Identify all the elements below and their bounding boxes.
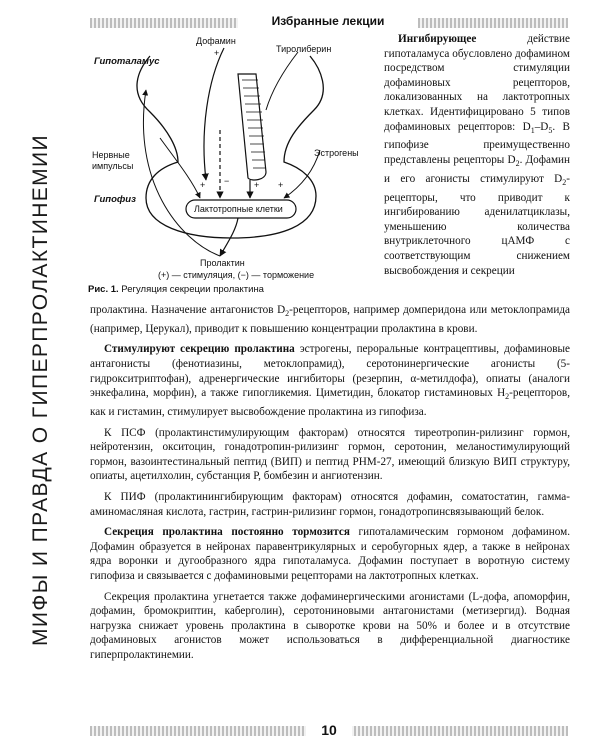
dopamine-arrow bbox=[204, 48, 224, 180]
p5-lead: Секреция пролактина постоянно тормозится bbox=[104, 526, 350, 539]
label-plus-3: + bbox=[278, 180, 284, 190]
label-pituitary: Гипофиз bbox=[94, 194, 136, 205]
main-text bbox=[90, 303, 570, 663]
page-footer bbox=[90, 720, 568, 740]
label-estrogens: Эстрогены bbox=[314, 148, 359, 158]
page-number: 10 bbox=[306, 720, 352, 740]
p2-text-b: эстрогены, пероральные контрацептивы, дофаминовые антагонисты (фенотиазины, метоклопрамид), серотонинергические агонисты (5-гидрокситриптофан), адренергические ингибиторы (резерпин, α-метилдофа), опиаты (аналоги энкефалина, морфин), а также гипогликемия. Циметидин, блокатор гистаминовых H bbox=[90, 343, 570, 400]
column-text-1: действие гипоталамуса обусловлено дофамином посредством стимуляции дофаминовых рецепторов, локализованных на лактотропных клетках. Идентифицировано 5 типов дофаминовых рецепторов: D bbox=[384, 33, 570, 133]
paragraph-2 bbox=[90, 342, 570, 419]
thyroliberin-line bbox=[266, 52, 298, 110]
paragraph-5 bbox=[90, 525, 570, 583]
label-plus-1: + bbox=[200, 180, 206, 190]
paragraph-3: К ПСФ (пролактинстимулирующим факторам) относятся тиреотропин-рилизинг гормон, нейротензин, окситоцин, гонадотропин-рилизинг гормон, серотонин, меланостимулирующий гормон, вазоинтестинальный пептид (ВИП) и пептид PHM-27, имеющий близкую ВИП структуру, опиаты, ацетилхолин, субстанция P, бомбезин и ангиотензин. bbox=[90, 426, 570, 483]
label-plus-2: + bbox=[254, 180, 260, 190]
column-text-3: . В гипофизе преимущественно представлены рецепторы D bbox=[384, 120, 570, 166]
right-column-text bbox=[384, 32, 570, 278]
header-title: Избранные лекции bbox=[238, 10, 418, 32]
column-sub-4: 2 bbox=[562, 178, 567, 188]
column-lead: Ингибирующее bbox=[398, 33, 477, 45]
column-text-4: . Дофамин и его агонисты стимулируют D bbox=[384, 153, 570, 185]
label-minus-1: − bbox=[224, 176, 230, 186]
column-paragraph bbox=[384, 32, 570, 278]
portal-vessel bbox=[238, 74, 266, 180]
nerve-impulses-arrow bbox=[160, 138, 200, 198]
paragraph-4: К ПИФ (пролактинингибирующим факторам) относятся дофамин, соматостатин, гамма-аминомасляная кислота, гастрин, гастрин-рилизинг гормон, гонадотропинсвязывающий белок. bbox=[90, 491, 570, 518]
column-text-5: -рецепторы, что приводит к ингибированию аденилатциклазы, уменьшению количества внутриклеточного цАМФ с соответствующим снижением высвобождения и секреции bbox=[384, 172, 570, 277]
prolactin-arrow bbox=[220, 218, 238, 256]
label-hypothalamus: Гипоталамус bbox=[94, 56, 160, 67]
side-title-strip bbox=[10, 60, 72, 720]
p2-text-c: -рецепторов, как и гистамин, стимулирует высвобождение пролактина из гипофиза. bbox=[90, 387, 570, 419]
side-title: МИФЫ И ПРАВДА О ГИПЕРПРОЛАКТИНЕМИИ bbox=[29, 133, 52, 647]
p1-text-b: -рецепторов, например домперидона или метоклопрамида (например, Церукал), приводит к повышению концентрации пролактина в крови. bbox=[90, 304, 570, 335]
column-text-2: –D bbox=[534, 120, 549, 133]
label-prolactin: Пролактин bbox=[200, 258, 245, 268]
label-legend: (+) — стимуляция, (−) — торможение bbox=[158, 270, 315, 280]
p2-sub: 2 bbox=[505, 392, 510, 402]
label-thyroliberin: Тиролиберин bbox=[276, 44, 332, 54]
p2-lead: Стимулируют секрецию пролактина bbox=[104, 343, 295, 356]
p5-text-b: гипоталамическим гормоном дофамином. Дофамин образуется в нейронах паравентрикулярных и серобугорных ядер, а также в нейронах ядра воронки и дугообразного ядра гипоталамуса. Дофамин поступает в воротную систему гипофиза и связывается с дофаминовыми рецепторами на лактотропных клетках. bbox=[90, 526, 570, 582]
caption-label: Рис. 1. bbox=[88, 284, 119, 295]
label-dopamine-plus: + bbox=[214, 48, 220, 58]
label-lactotrophs: Лактотропные клетки bbox=[194, 204, 283, 214]
column-sub-3: 2 bbox=[515, 159, 520, 169]
label-nerve-impulses-2: импульсы bbox=[92, 161, 134, 171]
feedback-arrow bbox=[143, 90, 220, 256]
column-sub-1: 1 bbox=[530, 125, 535, 135]
column-sub-2: 5 bbox=[548, 125, 553, 135]
paragraph-1 bbox=[90, 303, 570, 336]
caption-text: Регуляция секреции пролактина bbox=[118, 284, 264, 295]
figure-caption bbox=[88, 284, 380, 295]
running-header bbox=[90, 10, 568, 32]
figure-prolactin-regulation bbox=[88, 30, 380, 310]
paragraph-6: Секреция пролактина угнетается также дофаминергическими агонистами (L-дофа, апоморфин, дофамин, бромокриптин, каберголин), серотониновыми антагонистами (метизергид). Водная нагрузка снижает уровень пролактина в сыворотке крови на 50% и более и в отсутствие дофаминовых агонистов может использоваться в дифференциальной диагностике гиперпролактинемии. bbox=[90, 590, 570, 661]
p1-sub: 2 bbox=[285, 309, 290, 319]
p1-text-a: пролактина. Назначение антагонистов D bbox=[90, 304, 286, 316]
label-nerve-impulses-1: Нервные bbox=[92, 150, 130, 160]
label-dopamine: Дофамин bbox=[196, 36, 236, 46]
